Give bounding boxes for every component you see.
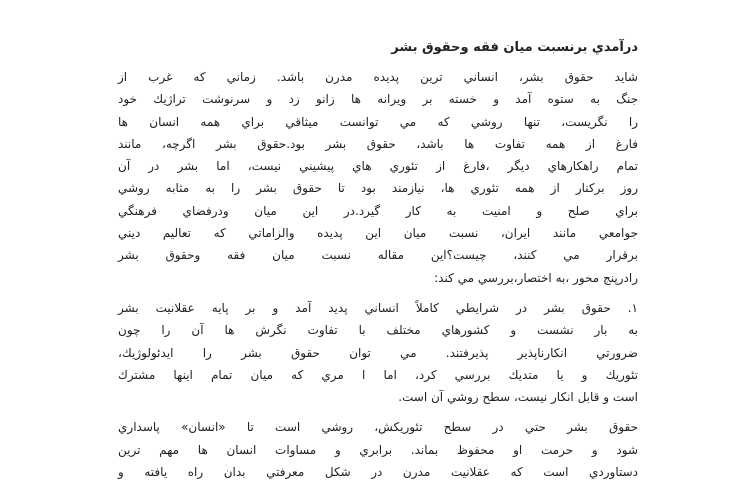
document-page [118,38,638,483]
text-line: دستاوردي است كه عقلانيت مدرن در شكل معرفتي بدان راه يافته و [118,465,638,480]
text-line: براي صلح و امنيت به كار گيرد.در اين ميان ودرفضاي فرهنگي [118,203,638,218]
paragraph-intro [118,66,638,289]
paragraph-point-one [118,297,638,408]
text-line: به بار نشست و كشورهاي مختلف با تفاوت نگرش ها آن را چون [118,323,638,338]
text-line: حقوق بشر حتي در سطح تئوريكش، روشي است تا «انسان» پاسداري [118,420,638,435]
text-line: است و قابل انكار نيست، سطح روشي آن است. [398,390,638,405]
text-line: را نگريست، تنها روشي كه مي توانست ميثاقي براي همه انسان ها [118,114,638,129]
text-line: تمام راهكارهاي ديگر ،فارغ از تئوري هاي پيشيني نيست، اما بشر در آن [118,159,638,174]
text-line: روز بركنار از همه تئوري ها، نيازمند بود تا حقوق بشر را به مثابه روشي [118,181,638,196]
text-line: ١. حقوق بشر در شرايطي كاملاً انساني پديد آمد و بر پايه عقلانيت بشر [118,300,638,315]
text-line: برقرار مي كنند، چيست؟اين مقاله نسبت ميان فقه وحقوق بشر [118,248,638,263]
text-line: شود و حرمت او محفوظ بماند. برابري و مساوات انسان ها مهم ترين [118,442,638,457]
text-line: جنگ به ستوه آمد و خسته بر ويرانه ها زانو زد و سرنوشت تراژيك خود [118,92,638,107]
text-line: فارغ از همه تفاوت ها باشد، حقوق بشر بود.حقوق بشر اگرچه، مانند [118,136,638,151]
text-line: جوامعي مانند ايران، نسبت ميان اين پديده والزاماتي كه تعاليم ديني [118,226,638,241]
text-line: شايد حقوق بشر، انساني ترين پديده مدرن باشد. زماني كه غرب از [118,70,638,84]
text-line: رادرپنج محور ،به اختصار،بررسي مي كند: [434,270,638,285]
text-line: ضرورتي انكارناپذير پذيرفتند. مي توان حقوق بشر را ايدئولوژيك، [118,345,638,360]
document-title: درآمدي برنسبت ميان فقه وحقوق بشر [391,40,638,55]
text-line: تئوريك و يا متديك بررسي كرد، اما ا مري كه ميان تمام اينها مشترك [118,367,638,382]
